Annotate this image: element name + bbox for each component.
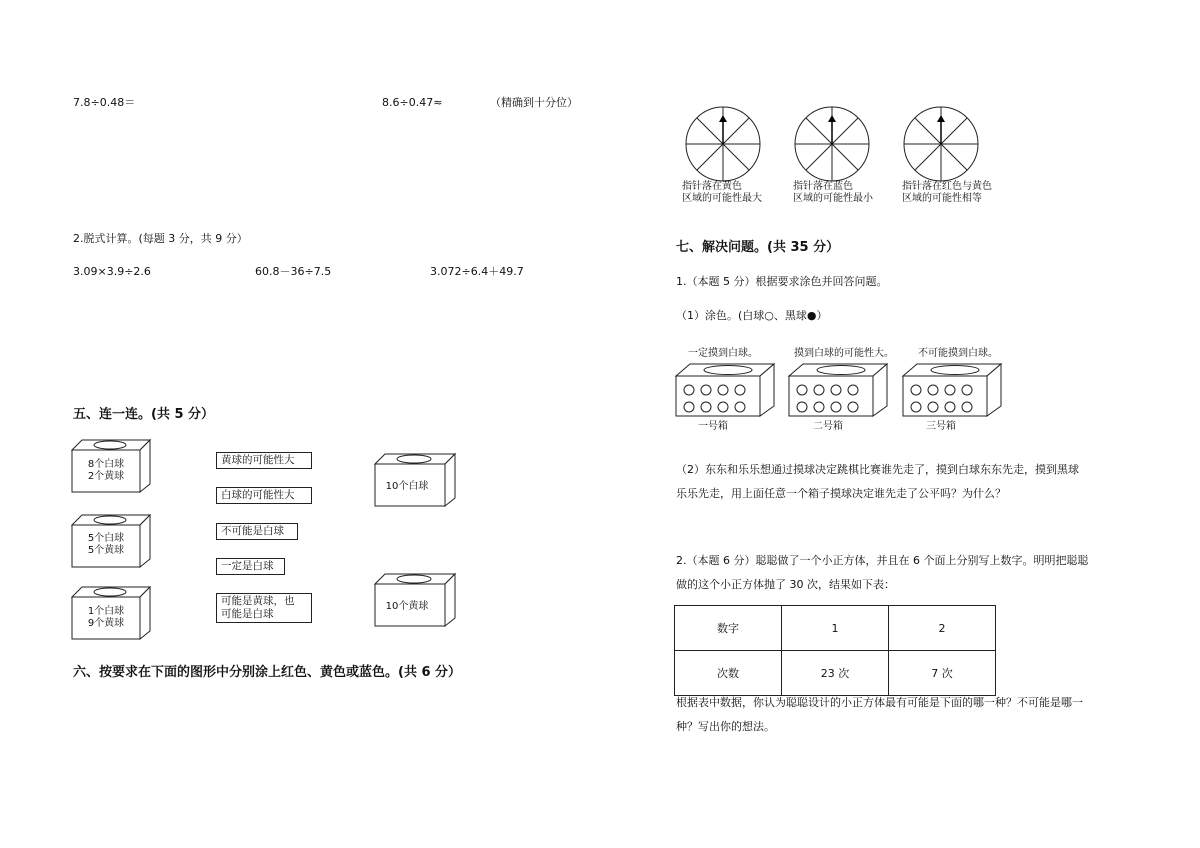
table-cell: 23 次: [782, 651, 889, 696]
q2-line2: 做的这个小正方体抛了 30 次，结果如下表：: [676, 578, 895, 591]
q1-sub1: （1）涂色。(白球○、黑球●）: [676, 309, 828, 322]
box-right-1-label: 10个白球: [385, 481, 429, 492]
box-left-2-line2: 5个黄球: [87, 544, 125, 556]
spinner-3-caption-line2: 区域的可能性相等: [902, 192, 982, 204]
box-left-1-line1: 8个白球: [87, 459, 125, 470]
box-left-3-label: [74, 606, 138, 629]
ball-box-3-caption: 不可能摸到白球。: [918, 348, 998, 359]
table-cell: 1: [782, 606, 889, 651]
q2-after-line1: 根据表中数据，你认为聪聪设计的小正方体最有可能是下面的哪一种？不可能是哪一: [676, 696, 1083, 709]
spinner-2-caption: [793, 181, 873, 204]
statement-maybe: [216, 593, 312, 623]
q1-intro: 1.（本题 5 分）根据要求涂色并回答问题。: [676, 275, 888, 288]
spinner-3-caption-line1: 指针落在红色与黄色: [902, 181, 992, 192]
spinner-1-caption: [682, 181, 762, 204]
ball-box-2-icon: [789, 362, 889, 418]
q1-sub2-line2: 乐乐先走，用上面任意一个箱子摸球决定谁先走了公平吗？为什么？: [676, 487, 1006, 500]
table-row: [675, 606, 996, 651]
box-left-3-line1: 1个白球: [87, 606, 125, 617]
statement-white-more: 白球的可能性大: [216, 487, 312, 504]
calc-8-6-note: （精确到十分位）: [490, 96, 578, 109]
q2-item-2: 60.8－36÷7.5: [255, 265, 332, 278]
q2-title: 2.脱式计算。(每题 3 分，共 9 分）: [73, 232, 248, 245]
ball-box-1-name: 一号箱: [698, 421, 728, 432]
box-right-2-icon: [375, 572, 457, 628]
table-cell: 次数: [675, 651, 782, 696]
ball-box-3-name: 三号箱: [926, 421, 956, 432]
box-left-1-line2: 2个黄球: [87, 470, 125, 482]
calc-7-8: 7.8÷0.48＝: [73, 96, 136, 109]
box-right-1-icon: [375, 452, 457, 508]
ball-box-2-name: 二号箱: [813, 421, 843, 432]
q2-after-line2: 种？写出你的想法。: [676, 720, 775, 733]
spinner-1-caption-line2: 区域的可能性最大: [682, 192, 762, 204]
sec6-title: 六、按要求在下面的图形中分别涂上红色、黄色或蓝色。(共 6 分）: [73, 665, 462, 680]
spinner-1-icon: [685, 106, 763, 184]
spinner-2-caption-line2: 区域的可能性最小: [793, 192, 873, 204]
box-left-3-line2: 9个黄球: [87, 617, 125, 629]
spinner-2-icon: [794, 106, 872, 184]
spinner-2-caption-line1: 指针落在蓝色: [793, 181, 853, 192]
statement-certain-white: 一定是白球: [216, 558, 285, 575]
table-cell: 7 次: [889, 651, 996, 696]
statement-impossible-white: 不可能是白球: [216, 523, 298, 540]
spinner-3-caption: [902, 181, 992, 204]
box-right-2-label: 10个黄球: [385, 601, 429, 612]
table-cell: 数字: [675, 606, 782, 651]
table-cell: 2: [889, 606, 996, 651]
spinner-1-caption-line1: 指针落在黄色: [682, 181, 742, 192]
statement-yellow-more: 黄球的可能性大: [216, 452, 312, 469]
sec5-title: 五、连一连。(共 5 分）: [73, 407, 215, 422]
q2-line1: 2.（本题 6 分）聪聪做了一个小正方体，并且在 6 个面上分别写上数字。明明把聪聪: [676, 554, 1089, 567]
table-row: [675, 651, 996, 696]
box-left-2-label: [74, 533, 138, 556]
box-left-1-label: [74, 459, 138, 482]
statement-maybe-line2: 可能是白球: [221, 608, 274, 621]
dice-result-table: [674, 605, 996, 696]
spinner-3-icon: [903, 106, 981, 184]
ball-box-3-icon: [903, 362, 1003, 418]
q2-item-1: 3.09×3.9÷2.6: [73, 265, 151, 278]
q2-item-3: 3.072÷6.4＋49.7: [430, 265, 524, 278]
sec7-title: 七、解决问题。(共 35 分）: [676, 240, 840, 255]
ball-box-1-caption: 一定摸到白球。: [688, 348, 758, 359]
ball-box-2-caption: 摸到白球的可能性大。: [794, 348, 894, 359]
calc-8-6: 8.6÷0.47≈: [382, 96, 443, 109]
ball-box-1-icon: [676, 362, 776, 418]
statement-maybe-line1: 可能是黄球，也: [221, 595, 295, 607]
box-left-2-line1: 5个白球: [87, 533, 125, 544]
q1-sub2-line1: （2）东东和乐乐想通过摸球决定跳棋比赛谁先走了，摸到白球东东先走，摸到黑球: [676, 463, 1079, 476]
